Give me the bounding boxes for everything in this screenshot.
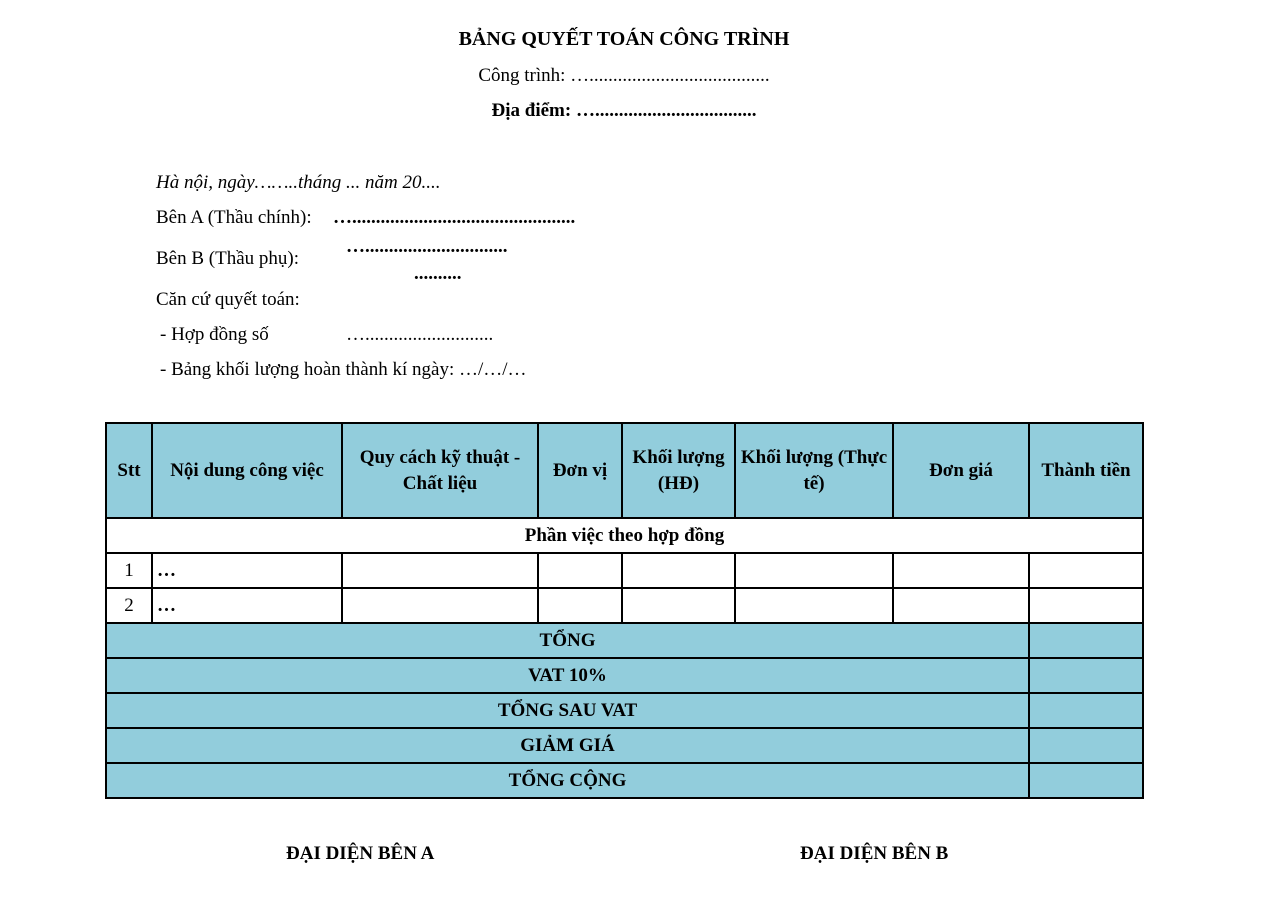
summary-row-vat xyxy=(106,658,1143,693)
header-unit: Đơn vị xyxy=(538,423,622,518)
header-qty-contract: Khối lượng (HĐ) xyxy=(622,423,735,518)
signature-party-a: ĐẠI DIỆN BÊN A xyxy=(286,843,435,864)
summary-value xyxy=(1029,623,1143,658)
row-spec xyxy=(342,588,538,623)
volume-label: - Bảng khối lượng hoàn thành kí ngày: …/…/… xyxy=(160,359,527,380)
location-line: Địa điểm: ….................................. xyxy=(491,100,757,121)
summary-label: GIẢM GIÁ xyxy=(106,728,1029,763)
date-line: Hà nội, ngày……..tháng ... năm 20.... xyxy=(156,172,441,193)
summary-label: TỔNG SAU VAT xyxy=(106,693,1029,728)
party-b-label: Bên B (Thầu phụ): xyxy=(156,248,300,269)
section-row xyxy=(106,518,1143,553)
header-spec: Quy cách kỹ thuật - Chất liệu xyxy=(342,423,538,518)
row-unit-price xyxy=(893,553,1029,588)
document-title: BẢNG QUYẾT TOÁN CÔNG TRÌNH xyxy=(458,28,790,50)
header-content: Nội dung công việc xyxy=(152,423,342,518)
basis-label: Căn cứ quyết toán: xyxy=(156,289,300,310)
summary-value xyxy=(1029,763,1143,798)
table-header-row xyxy=(106,423,1143,518)
row-unit xyxy=(538,553,622,588)
row-stt: 2 xyxy=(106,588,152,623)
table-row xyxy=(106,553,1143,588)
row-content: … xyxy=(152,588,342,623)
summary-label: TỔNG xyxy=(106,623,1029,658)
settlement-table xyxy=(105,422,1144,799)
summary-value xyxy=(1029,693,1143,728)
table-row xyxy=(106,588,1143,623)
contract-label: - Hợp đồng số xyxy=(160,324,269,345)
section-title: Phần việc theo hợp đồng xyxy=(106,518,1143,553)
row-unit xyxy=(538,588,622,623)
row-amount xyxy=(1029,588,1143,623)
header-stt: Stt xyxy=(106,423,152,518)
row-amount xyxy=(1029,553,1143,588)
summary-label: VAT 10% xyxy=(106,658,1029,693)
summary-label: TỔNG CỘNG xyxy=(106,763,1029,798)
party-a-label: Bên A (Thầu chính): xyxy=(156,207,312,228)
party-b-value-line1: ….............................. xyxy=(346,236,508,257)
summary-row-discount xyxy=(106,728,1143,763)
party-b-value-line2: .......... xyxy=(414,263,462,284)
project-line: Công trình: …...................................... xyxy=(478,65,770,86)
summary-value xyxy=(1029,728,1143,763)
summary-row-after-vat xyxy=(106,693,1143,728)
contract-value: …........................... xyxy=(346,324,494,345)
summary-value xyxy=(1029,658,1143,693)
header-unit-price: Đơn giá xyxy=(893,423,1029,518)
party-a-value: …............................................... xyxy=(333,207,576,228)
row-qty-contract xyxy=(622,553,735,588)
row-unit-price xyxy=(893,588,1029,623)
signature-party-b: ĐẠI DIỆN BÊN B xyxy=(800,843,949,864)
header-amount: Thành tiền xyxy=(1029,423,1143,518)
row-content: … xyxy=(152,553,342,588)
row-spec xyxy=(342,553,538,588)
summary-row-total xyxy=(106,623,1143,658)
row-qty-actual xyxy=(735,553,893,588)
header-qty-actual: Khối lượng (Thực tế) xyxy=(735,423,893,518)
row-qty-actual xyxy=(735,588,893,623)
row-qty-contract xyxy=(622,588,735,623)
summary-row-grand-total xyxy=(106,763,1143,798)
row-stt: 1 xyxy=(106,553,152,588)
